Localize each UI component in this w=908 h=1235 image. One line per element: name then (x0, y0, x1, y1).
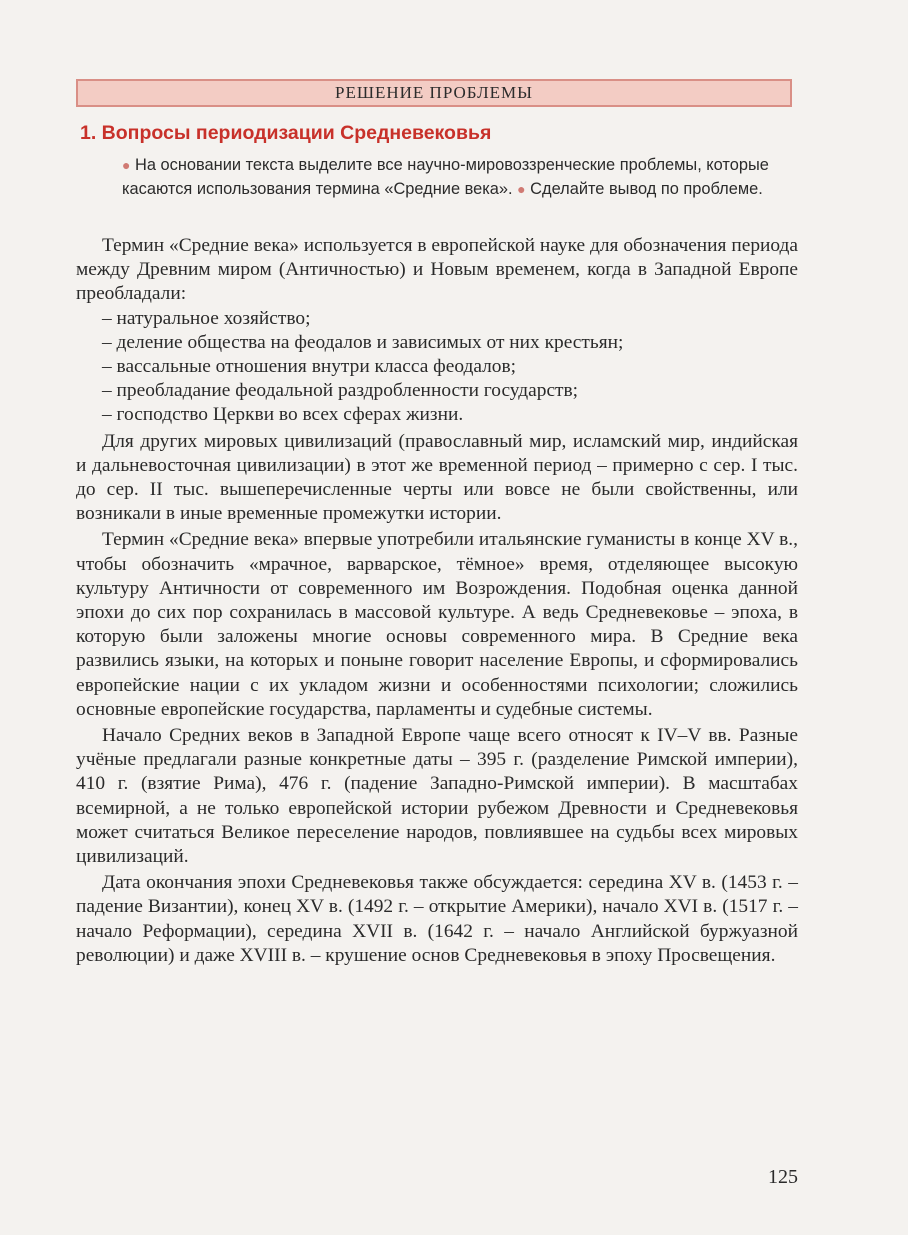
section-banner (76, 79, 792, 107)
paragraph-intro: Термин «Средние века» используется в европейской науке для обозначения периода между Древним миром (Античностью) и Новым временем, когда в Западной Европе преобладали: (76, 235, 798, 305)
paragraph-other-civilizations: Для других мировых цивилизаций (православный мир, исламский мир, индийская и дальневосточная цивилизации) в этот же временной период – примерно с сер. I тыс. до сер. II тыс. вышеперечисленные черты или вовсе не были свойственны, или возникали в иные временные промежутки истории. (76, 430, 798, 525)
task-part-1: На основании текста выделите все научно-мировоззренческие проблемы, которые касаются использования термина «Средние века». (122, 156, 769, 198)
paragraph-beginning: Начало Средних веков в Западной Европе чаще всего относят к IV–V вв. Разные учёные предлагали разные конкретные даты – 395 г. (разделение Римской империи), 410 г. (взятие Рима), 476 г. (падение Западно-Римской империи). В масштабах всемирной, а не только европейской истории рубежом Древности и Средневековья может считаться Великое переселение народов, повлиявшее на судьбы всех мировых цивилизаций. (76, 725, 798, 868)
list-item: – господство Церкви во всех сферах жизни. (102, 404, 464, 426)
paragraph-term-origin: Термин «Средние века» впервые употребили итальянские гуманисты в конце XV в., чтобы обозначить «мрачное, варварское, тёмное» время, отделяющее высокую культуру Античности от современного им Возрождения. Подобная оценка данной эпохи до сих пор сохранилась в массовой культуре. А ведь Средневековье – эпоха, в которую были заложены многие основы современного мира. В Средние века развились языки, на которых и поныне говорит население Европы, и сформировались европейские нации с их укладом жизни и особенностями психологии; сложились основные европейские государства, парламенты и судебные системы. (76, 529, 798, 720)
feature-list (76, 307, 798, 428)
list-item: – преобладание феодальной раздробленности государств; (102, 380, 579, 402)
page-number: 125 (768, 1166, 798, 1188)
list-item: – деление общества на феодалов и зависимых от них крестьян; (102, 331, 624, 353)
list-item: – вассальные отношения внутри класса феодалов; (102, 356, 517, 378)
bullet-icon: ● (122, 157, 131, 173)
task-part-2: Сделайте вывод по проблеме. (530, 179, 763, 198)
task-block (122, 154, 802, 201)
body-text (76, 234, 798, 968)
bullet-icon: ● (517, 180, 526, 197)
section-banner-label: РЕШЕНИЕ ПРОБЛЕМЫ (335, 83, 533, 102)
section-heading: 1. Вопросы периодизации Средневековья (80, 122, 492, 144)
list-item: – натуральное хозяйство; (102, 307, 311, 329)
paragraph-end: Дата окончания эпохи Средневековья также обсуждается: середина XV в. (1453 г. – падение Византии), конец XV в. (1492 г. – открытие Америки), начало XVI в. (1517 г. – начало Реформации), середина XVII в. (1642 г. – начало Английской буржуазной революции) и даже XVIII в. – крушение основ Средневековья в эпоху Просвещения. (76, 872, 798, 966)
